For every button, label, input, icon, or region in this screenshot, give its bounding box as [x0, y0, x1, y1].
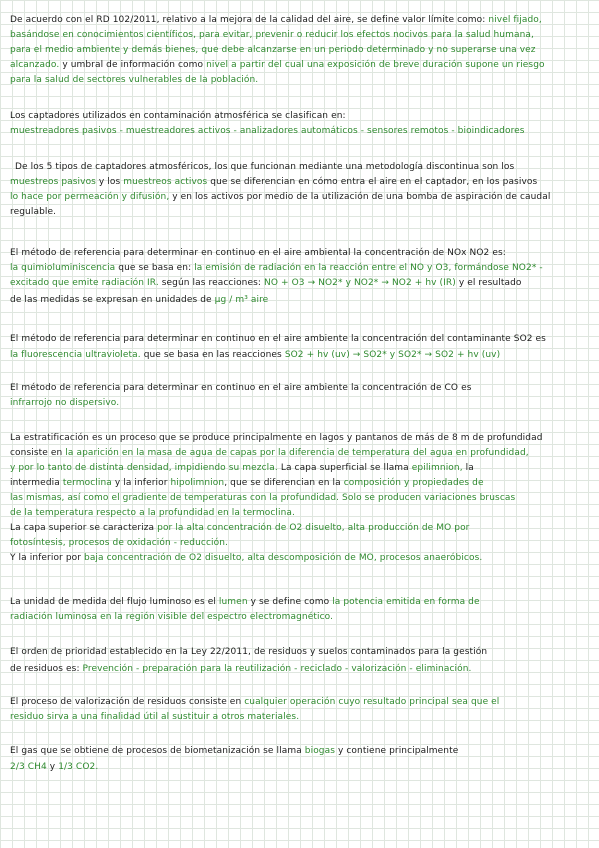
text-run: y por lo tanto de distinta densidad, impidiendo su mezcla. [10, 463, 281, 473]
text-run: residuo sirva a una finalidad útil al sustituir a otros materiales. [10, 712, 300, 722]
text-run: hipolimnion [170, 478, 225, 488]
text-run: y se define como [250, 597, 333, 607]
text-run: 1/3 CO2. [58, 762, 99, 772]
text-line [10, 277, 522, 289]
text-run: según las reacciones: [161, 278, 265, 288]
text-run: radiación luminosa en la región visible del espectro electromagnético. [10, 612, 334, 622]
text-line [10, 206, 56, 218]
text-run: μg / m³ aire [214, 295, 269, 305]
text-line [10, 125, 525, 137]
text-run: termoclina [62, 478, 115, 488]
text-run: El método de referencia para determinar en continuo en el aire ambiente la concentración del contaminante SO2 es [10, 334, 546, 344]
text-run: y la inferior [114, 478, 171, 488]
text-run: y el resultado [455, 278, 522, 288]
text-run: infrarrojo no dispersivo. [10, 398, 120, 408]
text-run: 2/3 CH4 [10, 762, 50, 772]
text-run: El método de referencia para determinar en continuo en el aire ambiental la concentración de NOx NO2 es: [10, 248, 506, 258]
text-run: El orden de prioridad establecido en la Ley 22/2011, de residuos y suelos contaminados para la gestión [10, 647, 488, 657]
text-line [10, 349, 500, 361]
text-run: La capa superficial se llama [280, 463, 412, 473]
text-line [10, 382, 472, 394]
text-run: NO + O3 → NO2* y NO2* → NO2 + hv (IR) [264, 278, 456, 288]
text-run: de la temperatura respecto a la profundidad en la termoclina. [10, 508, 295, 518]
text-run: lo hace por permeación y difusión, [10, 192, 173, 202]
text-line [10, 492, 515, 504]
text-line [10, 59, 545, 71]
text-line [10, 552, 482, 564]
text-run: intermedia [10, 478, 63, 488]
text-run: la fluorescencia ultravioleta. [10, 350, 144, 360]
text-run: Prevención - preparación para la reutilización - reciclado - valorización - eliminación. [82, 664, 472, 674]
text-line [10, 191, 550, 203]
text-run: muestreos pasivos [10, 177, 99, 187]
text-line [10, 74, 258, 86]
text-run: Los captadores utilizados en contaminación atmosférica se clasifican en: [10, 111, 346, 121]
text-run: la aparición en la masa de agua de capas por la diferencia de temperatura del agua en profundidad, [65, 448, 529, 458]
text-run: de las medidas se expresan en unidades de [10, 295, 215, 305]
text-run: La estratificación es un proceso que se produce principalmente en lagos y pantanos de más de 8 m de profundidad [10, 433, 543, 443]
text-line [10, 29, 534, 41]
text-line [10, 507, 295, 519]
text-line [10, 397, 119, 409]
text-run: baja concentración de O2 disuelto, alta descomposición de MO, procesos anaeróbicos. [84, 553, 483, 563]
text-line [10, 447, 529, 459]
text-line [10, 761, 98, 773]
text-line [10, 176, 537, 188]
text-line [10, 696, 499, 708]
text-line [10, 262, 543, 274]
text-run: Y la inferior por [10, 553, 84, 563]
text-run: para el medio ambiente y demás bienes, que debe alcanzarse en un periodo determinado y no superarse una vez [10, 45, 536, 55]
text-run: nivel fijado, [488, 15, 542, 25]
text-run: las mismas, así como el gradiente de temperaturas con la profundidad. Solo se producen variaciones bruscas [10, 493, 516, 503]
text-run: consiste en [10, 448, 66, 458]
text-line [10, 462, 474, 474]
text-run: la [465, 463, 474, 473]
text-line [10, 110, 346, 122]
text-run: El método de referencia para determinar en continuo en el aire ambiente la concentración de CO es [10, 383, 472, 393]
text-line [10, 711, 299, 723]
text-line [10, 663, 472, 675]
text-run: muestreos activos [123, 177, 211, 187]
text-run: que se basa en las reacciones [143, 350, 285, 360]
text-line [15, 161, 514, 173]
text-run: la emisión de radiación en la reacción entre el NO y O3, formándose NO2* - [194, 263, 543, 273]
text-run: composición y propiedades de [343, 478, 484, 488]
text-run: nivel a partir del cual una exposición de breve duración supone un riesgo [206, 60, 545, 70]
text-line [10, 477, 484, 489]
text-run: por la alta concentración de O2 disuelto, alta producción de MO por [157, 523, 470, 533]
text-run: epilimnion, [411, 463, 466, 473]
text-line [10, 432, 543, 444]
text-run: que se basa en: [118, 263, 195, 273]
text-run: y los [98, 177, 124, 187]
text-line [10, 611, 333, 623]
text-run: para la salud de sectores vulnerables de la población. [10, 75, 259, 85]
text-run: La capa superior se caracteriza [10, 523, 158, 533]
text-line [10, 247, 506, 259]
text-run: De acuerdo con el RD 102/2011, relativo a la mejora de la calidad del aire, se define valor límite como: [10, 15, 489, 25]
text-run: y umbral de información como [62, 60, 207, 70]
text-run: alcanzado. [10, 60, 63, 70]
text-line [10, 333, 546, 345]
text-run: y en los activos por medio de la utilización de una bomba de aspiración de caudal [172, 192, 551, 202]
text-run: y [49, 762, 59, 772]
text-line [10, 294, 268, 306]
text-run: La unidad de medida del flujo luminoso es el [10, 597, 219, 607]
text-run: lumen [218, 597, 251, 607]
text-run: excitado que emite radiación IR. [10, 278, 162, 288]
text-run: cualquier operación cuyo resultado principal sea que el [244, 697, 500, 707]
text-run: basándose en conocimientos científicos, para evitar, prevenir o reducir los efectos nocivos para la salud humana, [10, 30, 534, 40]
text-line [10, 44, 536, 56]
text-run: la quimioluminiscencia [10, 263, 119, 273]
text-line [10, 14, 542, 26]
text-run: que se diferencian en cómo entra el aire en el captador, en los pasivos [210, 177, 538, 187]
text-run: muestreadores pasivos - muestreadores activos - analizadores automáticos - sensores remotos - bioindicadores [10, 126, 525, 136]
text-run: El gas que se obtiene de procesos de biometanización se llama [10, 746, 305, 756]
text-run: SO2 + hv (uv) → SO2* y SO2* → SO2 + hv (uv) [284, 350, 501, 360]
text-line [10, 537, 228, 549]
text-line [10, 596, 480, 608]
text-line [10, 522, 469, 534]
text-run: y contiene principalmente [337, 746, 459, 756]
text-line [10, 745, 458, 757]
text-run: , que se diferencian en la [224, 478, 344, 488]
text-run: de residuos es: [10, 664, 83, 674]
text-run: El proceso de valorización de residuos consiste en [10, 697, 245, 707]
text-run: biogas [304, 746, 338, 756]
text-line [10, 646, 487, 658]
text-run: fotosíntesis, procesos de oxidación - reducción. [10, 538, 228, 548]
text-run: la potencia emitida en forma de [332, 597, 480, 607]
text-run: De los 5 tipos de captadores atmosféricos, los que funcionan mediante una metodología discontinua son los [15, 162, 515, 172]
text-run: regulable. [10, 207, 57, 217]
